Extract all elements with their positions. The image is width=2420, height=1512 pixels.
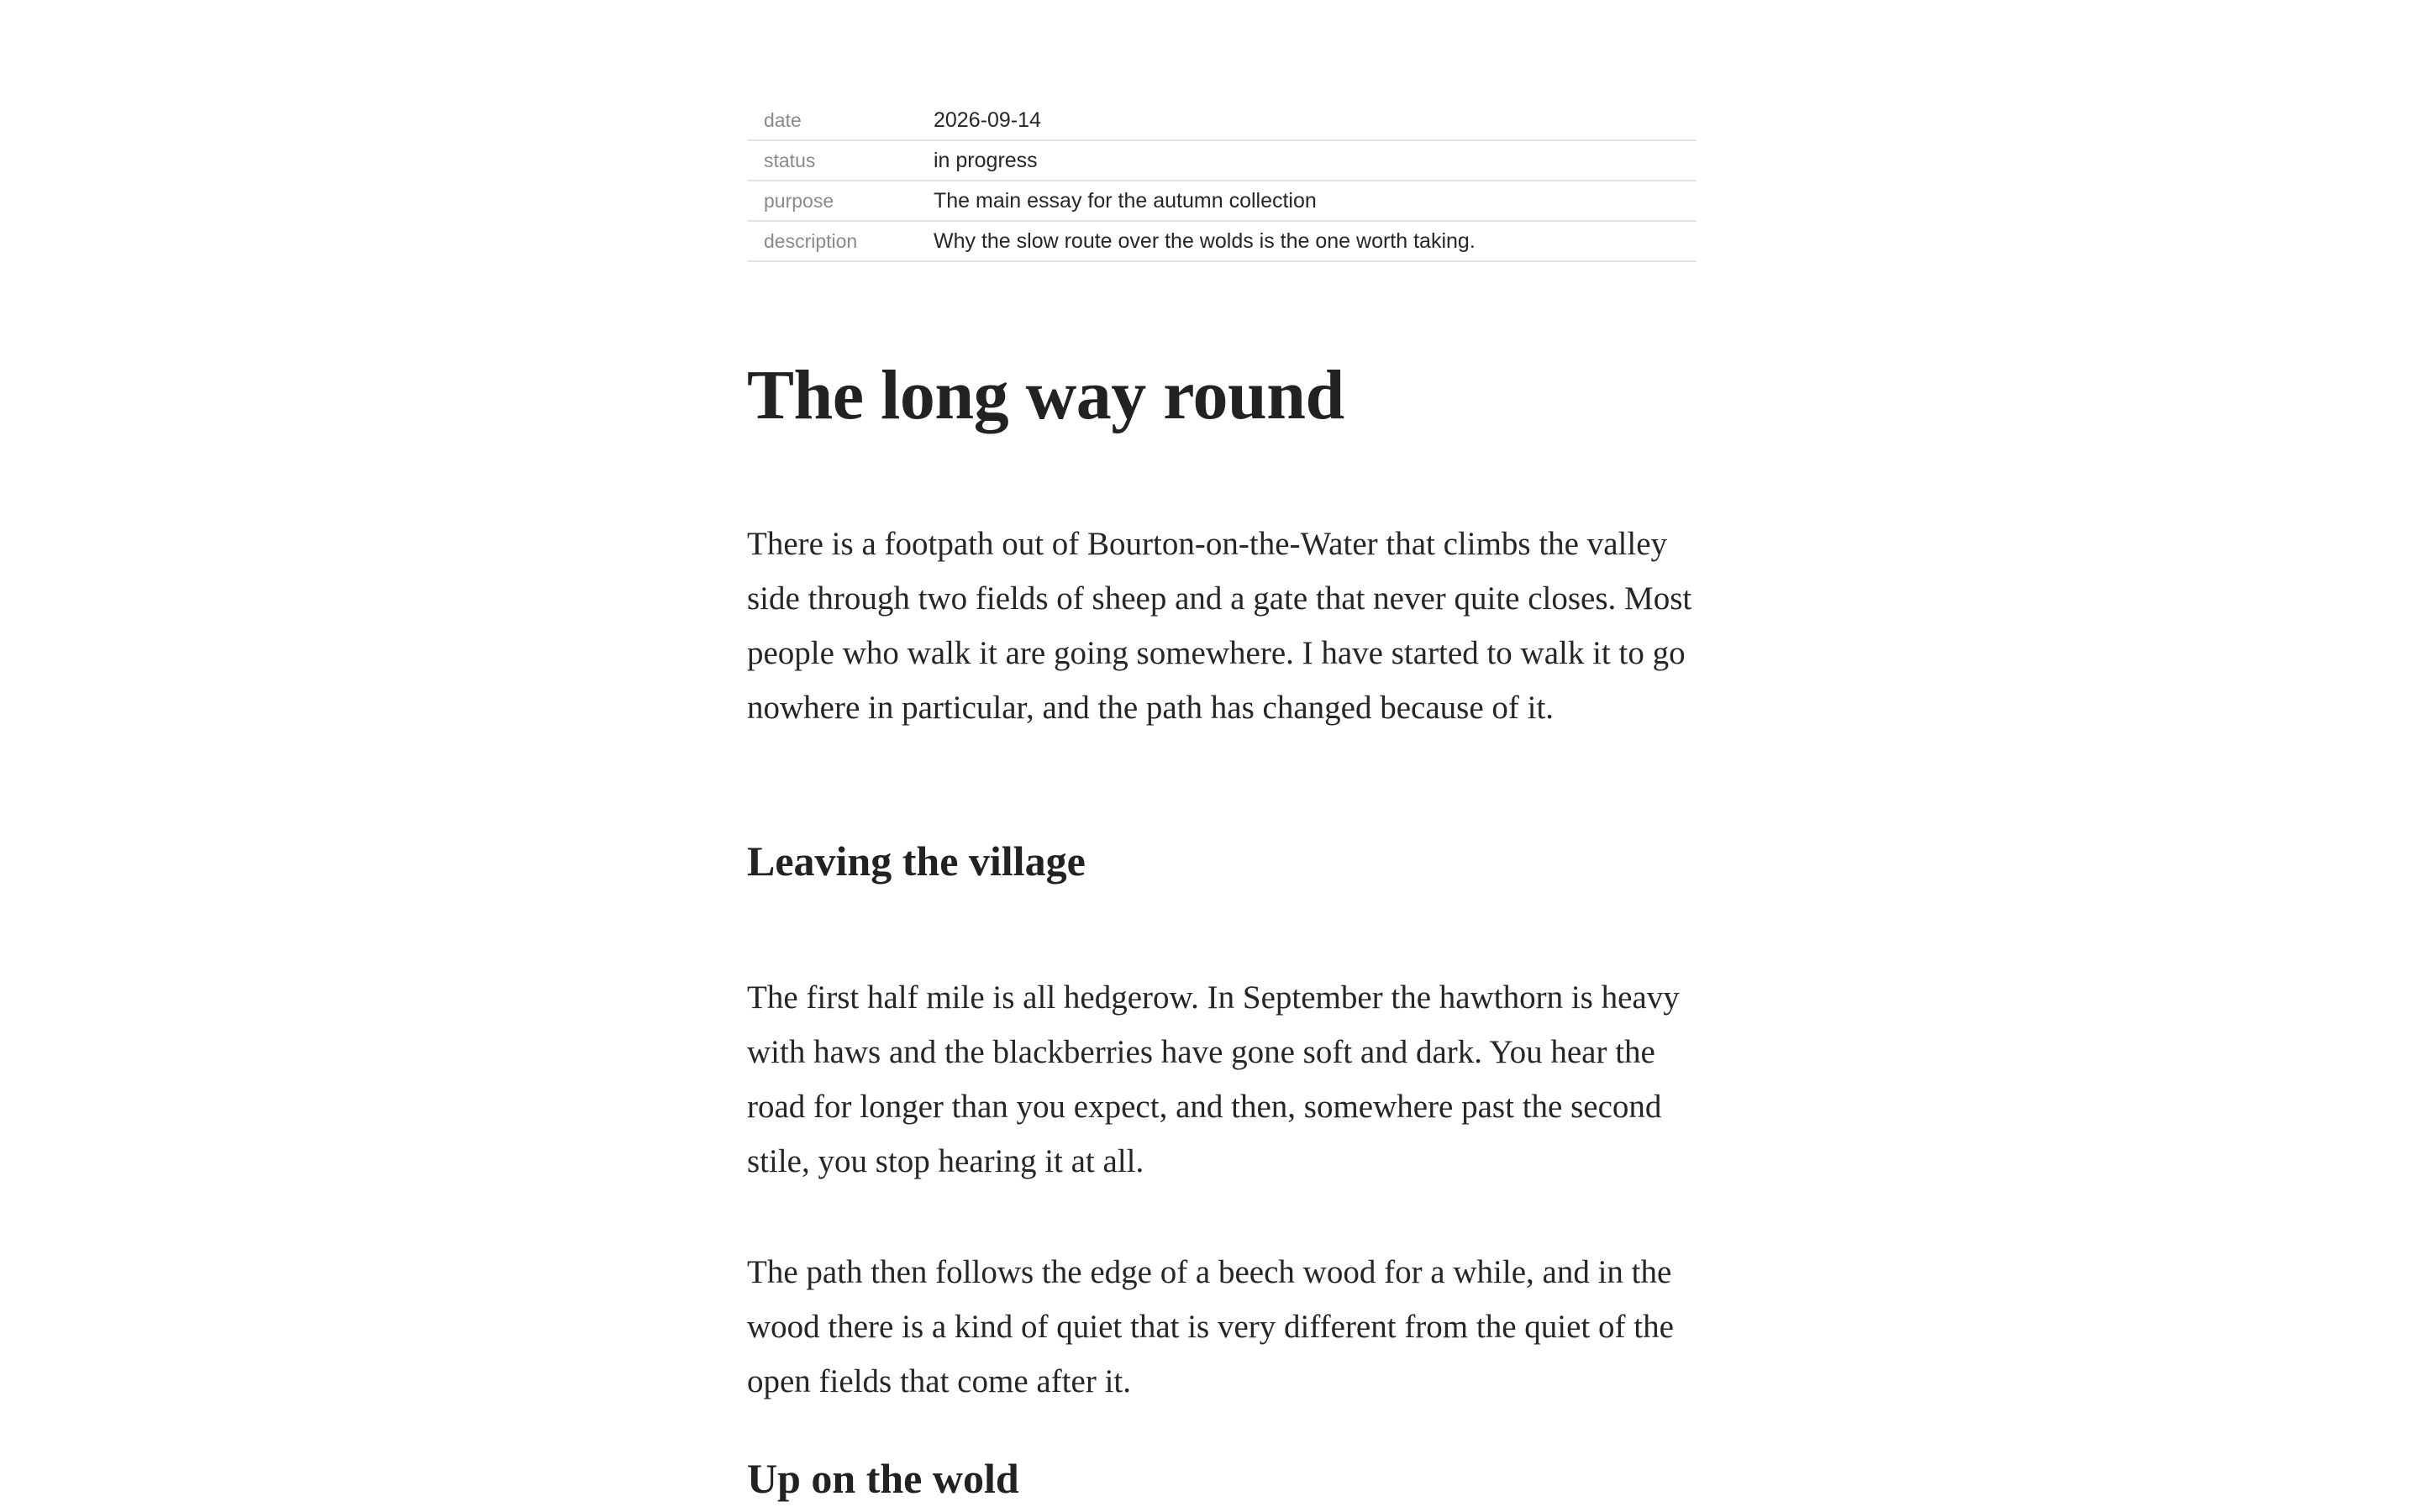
section-heading-up-on-the-wold[interactable]: Up on the wold [747, 1455, 1019, 1502]
document-title[interactable]: The long way round [747, 356, 1344, 434]
property-key: status [764, 149, 816, 171]
intro-paragraph[interactable]: There is a footpath out of Bourton-on-the-Water that climbs the valley side through two fields of sheep and a gate that never quite closes. Most people who walk it are going somewhere. I have started to walk it to go nowhere in particular, and the path has changed because of it. [747, 526, 1692, 726]
properties-table [747, 101, 1697, 262]
property-value[interactable]: Why the slow route over the wolds is the one worth taking. [934, 228, 1476, 253]
property-key: date [764, 108, 802, 131]
property-row-date[interactable] [747, 101, 1697, 141]
section1-paragraph-2[interactable]: The path then follows the edge of a beech wood for a while, and in the wood there is a kind of quiet that is very different from the quiet of the open fields that come after it. [747, 1254, 1674, 1399]
property-row-description[interactable] [747, 222, 1697, 262]
property-value[interactable]: 2026-09-14 [934, 108, 1041, 132]
section1-paragraph-1[interactable]: The first half mile is all hedgerow. In September the hawthorn is heavy with haws and the blackberries have gone soft and dark. You hear the road for longer than you expect, and then, somewhere past the second stile, you stop hearing it at all. [747, 979, 1680, 1179]
property-row-status[interactable] [747, 141, 1697, 181]
property-row-purpose[interactable] [747, 181, 1697, 222]
document-page [747, 101, 1697, 1502]
property-key: description [764, 229, 858, 252]
property-value[interactable]: The main essay for the autumn collection [934, 188, 1317, 213]
section-heading-leaving-the-village[interactable]: Leaving the village [747, 837, 1086, 885]
property-key: purpose [764, 189, 834, 212]
property-value[interactable]: in progress [934, 148, 1038, 172]
